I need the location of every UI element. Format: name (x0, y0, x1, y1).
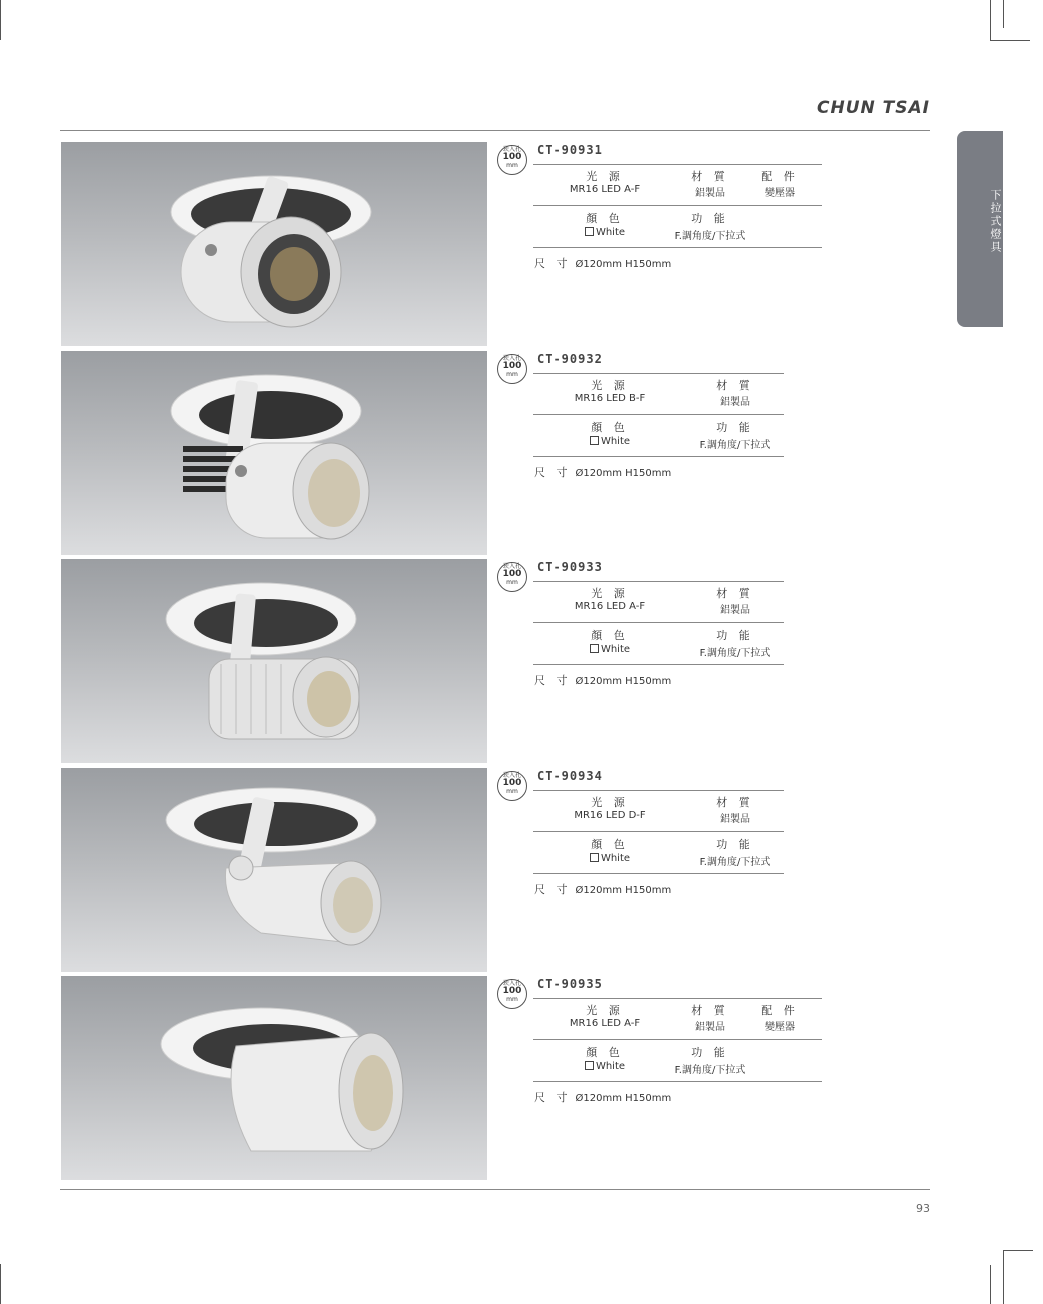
badge-top: 崁入孔 (502, 772, 521, 779)
function-value: F.調角度/下拉式 (674, 1065, 746, 1076)
product-photo (61, 768, 487, 972)
badge-unit: mm (506, 996, 518, 1003)
cutout-badge (497, 771, 527, 801)
material-label: 材 質 (691, 1004, 729, 1017)
checkbox-icon (585, 1061, 594, 1070)
material-value: 鋁製品 (720, 605, 750, 616)
accessory-value: 變壓器 (765, 1022, 795, 1033)
function-label: 功 能 (716, 629, 754, 642)
function-value: F.調角度/下拉式 (699, 857, 771, 868)
spec-divider (533, 373, 784, 374)
function-label: 功 能 (716, 421, 754, 434)
product-photo (61, 142, 487, 346)
color-label: 顏 色 (586, 1046, 624, 1059)
color-value (555, 436, 665, 447)
color-label: 顏 色 (591, 421, 629, 434)
product-photo (61, 976, 487, 1180)
light-source-label: 光 源 (591, 587, 629, 600)
spec-divider (533, 164, 822, 165)
color-value (555, 644, 665, 655)
footer-rule (60, 1189, 930, 1190)
spec-divider (533, 456, 784, 457)
color-value (550, 227, 660, 238)
badge-unit: mm (506, 371, 518, 378)
function-value: F.調角度/下拉式 (674, 231, 746, 242)
spec-divider (533, 831, 784, 832)
model-number: CT-90935 (537, 977, 603, 991)
color-label: 顏 色 (591, 629, 629, 642)
spec-divider (533, 1039, 822, 1040)
dimension-label: 尺 寸 (534, 1091, 572, 1104)
material-label: 材 質 (716, 379, 754, 392)
spec-divider (533, 622, 784, 623)
material-label: 材 質 (691, 170, 729, 183)
checkbox-icon (590, 644, 599, 653)
cutout-badge (497, 979, 527, 1009)
page-number: 93 (916, 1202, 930, 1215)
crop-mark (1003, 1250, 1033, 1251)
accessory-label: 配 件 (761, 1004, 799, 1017)
accessory-value: 變壓器 (765, 188, 795, 199)
light-source-value: MR16 LED B-F (574, 393, 646, 404)
accessory-label: 配 件 (761, 170, 799, 183)
badge-num: 100 (502, 986, 522, 996)
dimension-line (534, 881, 671, 897)
spec-divider (533, 790, 784, 791)
spec-divider (533, 581, 784, 582)
crop-mark (1003, 0, 1004, 28)
material-value: 鋁製品 (695, 188, 725, 199)
color-text: White (600, 853, 631, 864)
checkbox-icon (590, 853, 599, 862)
dimension-line (534, 255, 671, 271)
dimension-value: Ø120mm H150mm (575, 676, 672, 687)
badge-top: 崁入孔 (502, 980, 521, 987)
product-photo (61, 559, 487, 763)
color-label: 顏 色 (591, 838, 629, 851)
crop-mark (0, 1264, 1, 1304)
color-text: White (600, 436, 631, 447)
light-source-label: 光 源 (591, 796, 629, 809)
crop-mark (1003, 1250, 1004, 1304)
cutout-badge (497, 145, 527, 175)
color-label: 顏 色 (586, 212, 624, 225)
function-value: F.調角度/下拉式 (699, 440, 771, 451)
dimension-line (534, 1089, 671, 1105)
function-label: 功 能 (716, 838, 754, 851)
color-value (550, 1061, 660, 1072)
badge-num: 100 (502, 569, 522, 579)
material-value: 鋁製品 (720, 397, 750, 408)
dimension-label: 尺 寸 (534, 257, 572, 270)
model-number: CT-90932 (537, 352, 603, 366)
cutout-badge (497, 562, 527, 592)
material-value: 鋁製品 (720, 814, 750, 825)
spec-divider (533, 1081, 822, 1082)
material-label: 材 質 (716, 796, 754, 809)
badge-num: 100 (502, 361, 522, 371)
crop-mark (990, 1265, 991, 1304)
spec-divider (533, 998, 822, 999)
color-value (555, 853, 665, 864)
dimension-value: Ø120mm H150mm (575, 1093, 672, 1104)
dimension-label: 尺 寸 (534, 674, 572, 687)
material-value: 鋁製品 (695, 1022, 725, 1033)
brand-logo: CHUN TSAI (817, 98, 930, 118)
spec-divider (533, 414, 784, 415)
spec-divider (533, 873, 784, 874)
function-value: F.調角度/下拉式 (699, 648, 771, 659)
category-label: 下拉式燈具 (989, 189, 1002, 254)
material-label: 材 質 (716, 587, 754, 600)
dimension-label: 尺 寸 (534, 466, 572, 479)
model-number: CT-90934 (537, 769, 603, 783)
badge-unit: mm (506, 162, 518, 169)
dimension-value: Ø120mm H150mm (575, 468, 672, 479)
dimension-value: Ø120mm H150mm (575, 259, 672, 270)
badge-top: 崁入孔 (502, 355, 521, 362)
spec-divider (533, 205, 822, 206)
light-source-value: MR16 LED A-F (574, 601, 646, 612)
light-source-label: 光 源 (586, 1004, 624, 1017)
light-source-value: MR16 LED A-F (569, 184, 641, 195)
badge-top: 崁入孔 (502, 563, 521, 570)
color-text: White (595, 227, 626, 238)
badge-top: 崁入孔 (502, 146, 521, 153)
light-source-value: MR16 LED A-F (569, 1018, 641, 1029)
product-photo (61, 351, 487, 555)
dimension-line (534, 672, 671, 688)
badge-unit: mm (506, 788, 518, 795)
cutout-badge (497, 354, 527, 384)
model-number: CT-90933 (537, 560, 603, 574)
dimension-label: 尺 寸 (534, 883, 572, 896)
function-label: 功 能 (691, 1046, 729, 1059)
header-rule (60, 130, 930, 131)
badge-num: 100 (502, 778, 522, 788)
badge-unit: mm (506, 579, 518, 586)
crop-mark (0, 0, 1, 40)
model-number: CT-90931 (537, 143, 603, 157)
spec-divider (533, 664, 784, 665)
spec-divider (533, 247, 822, 248)
light-source-value: MR16 LED D-F (574, 810, 646, 821)
color-text: White (600, 644, 631, 655)
checkbox-icon (590, 436, 599, 445)
dimension-line (534, 464, 671, 480)
crop-mark (990, 0, 991, 40)
dimension-value: Ø120mm H150mm (575, 885, 672, 896)
category-tab[interactable] (957, 131, 1003, 327)
crop-mark (990, 40, 1030, 41)
light-source-label: 光 源 (591, 379, 629, 392)
checkbox-icon (585, 227, 594, 236)
badge-num: 100 (502, 152, 522, 162)
color-text: White (595, 1061, 626, 1072)
light-source-label: 光 源 (586, 170, 624, 183)
function-label: 功 能 (691, 212, 729, 225)
